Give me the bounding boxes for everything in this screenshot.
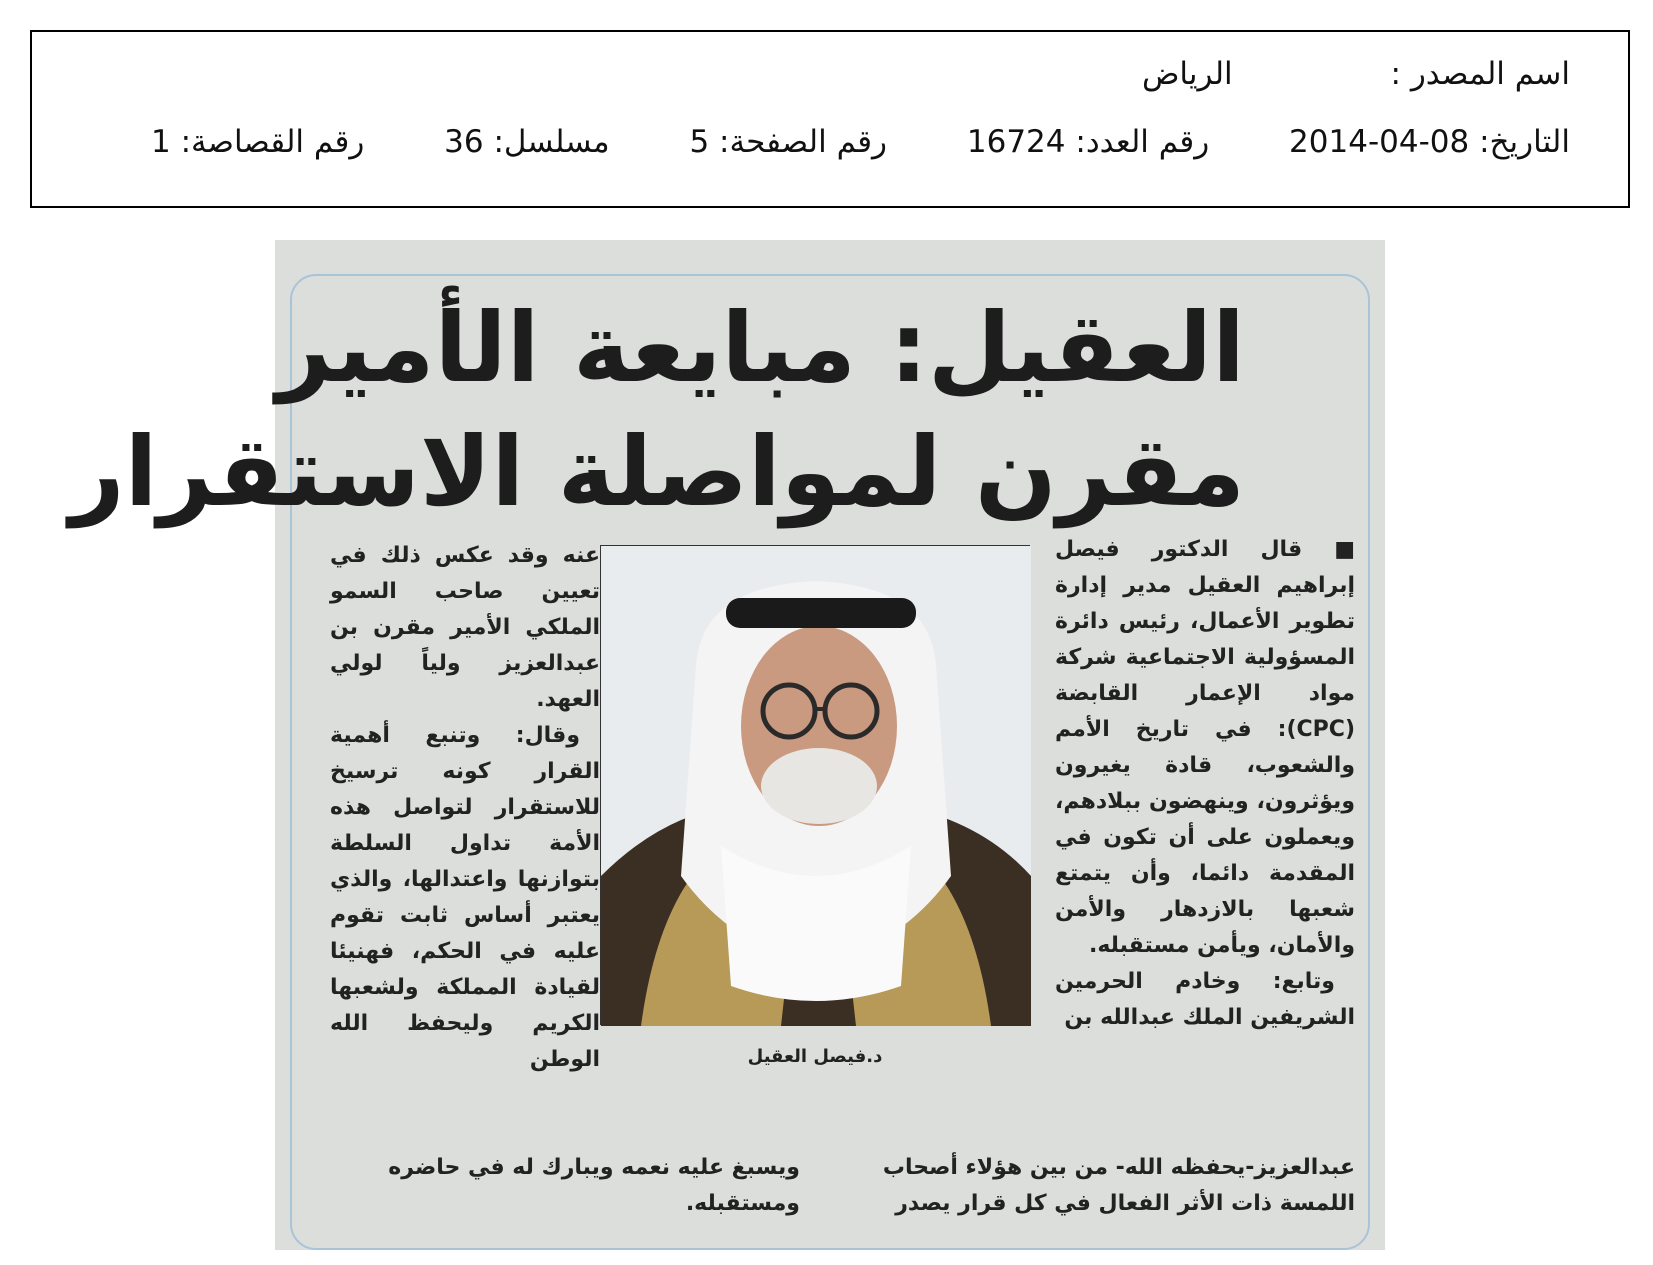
article-right-column (1055, 532, 1355, 1036)
source-value: الرياض (1141, 56, 1233, 92)
date-label: التاريخ: (1479, 124, 1570, 160)
issue-value: 16724 (966, 124, 1066, 160)
article-paragraph: وقال: وتنبع أهمية القرار كونه ترسيخ للاستقرار لتواصل هذه الأمة تداول السلطة بتوازنها واعتدالها، والذي يعتبر أساس ثابت تقوم عليه في الحكم، فهنيئا لقيادة المملكة ولشعبها الكريم وليحفظ الله الوطن (330, 723, 600, 1072)
page-value: 5 (689, 124, 710, 160)
clip-number-value: 1 (150, 124, 171, 160)
article-bottom-left-text: ويسبغ عليه نعمه ويبارك له في حاضره ومستقبله. (388, 1155, 800, 1216)
article-paragraph: وتابع: وخادم الحرمين الشريفين الملك عبدالله بن (1055, 969, 1355, 1030)
clip-number-label: رقم القصاصة: (180, 124, 365, 160)
portrait-photo (600, 545, 1030, 1025)
article-left-column (330, 538, 600, 1078)
clipping-info-box (30, 30, 1630, 208)
article-bottom-right-text: عبدالعزيز-يحفظه الله- من بين هؤلاء أصحاب اللمسة ذات الأثر الفعال في كل قرار يصدر (882, 1155, 1355, 1216)
headline-line-1: العقيل: مبايعة الأمير (276, 292, 1245, 404)
page-label: رقم الصفحة: (719, 124, 888, 160)
serial-label: مسلسل: (493, 124, 610, 160)
headline-line-2: مقرن لمواصلة الاستقرار (69, 416, 1245, 528)
serial-value: 36 (444, 124, 484, 160)
source-label: اسم المصدر : (1390, 56, 1570, 92)
photo-caption: د.فيصل العقيل (747, 1046, 883, 1067)
issue-label: رقم العدد: (1075, 124, 1210, 160)
article-paragraph: عنه وقد عكس ذلك في تعيين صاحب السمو الملكي الأمير مقرن بن عبدالعزيز ولياً لولي العهد. (330, 543, 600, 712)
source-row (1142, 56, 1570, 92)
portrait-image (601, 546, 1031, 1026)
details-row (151, 124, 1570, 160)
date-value: 2014-04-08 (1289, 124, 1470, 160)
article-paragraph: ■ قال الدكتور فيصل إبراهيم العقيل مدير إدارة تطوير الأعمال، رئيس دائرة المسؤولية الاجتماعية شركة مواد الإعمار القابضة (CPC): في تاريخ الأمم والشعوب، قادة يغيرون ويؤثرون، وينهضون ببلادهم، ويعملون على أن تكون في المقدمة دائما، وأن يتمتع شعبها بالازدهار والأمن والأمان، ويأمن مستقبله. (1055, 537, 1355, 958)
newspaper-clipping (69, 240, 1385, 1250)
